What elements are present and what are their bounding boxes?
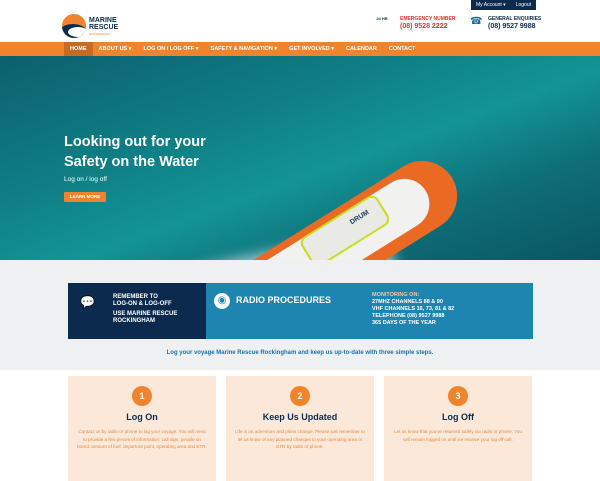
learn-more-button[interactable]: LEARN MORE (64, 192, 106, 202)
emergency-label: EMERGENCY NUMBER (400, 16, 456, 22)
chat-bubbles-icon: 💬 (80, 295, 95, 309)
phone-icon: ☎ (470, 16, 483, 27)
reminder-text-top: REMEMBER TO LOG-ON & LOG-OFF (113, 294, 172, 307)
step-title: Keep Us Updated (262, 412, 338, 422)
main-nav (0, 42, 600, 56)
step-title: Log Off (442, 412, 474, 422)
step-card-log-off (384, 376, 532, 481)
monitoring-info: MONITORING ON: 27MHZ CHANNELS 88 & 90 VHF CHANNELS 16, 73, 81 & 82 TELEPHONE (08) 9527 9988 365 DAYS OF THE YEAR (372, 292, 455, 326)
24hr-icon: 24 HR (376, 16, 388, 21)
emergency-number[interactable] (374, 14, 474, 36)
nav-log-on-off[interactable]: LOG ON / LOG OFF ▾ (143, 46, 199, 52)
step-card-log-on (68, 376, 216, 481)
reminder-text-bottom: USE MARINE RESCUE ROCKINGHAM (113, 311, 178, 324)
step-title: Log On (126, 412, 158, 422)
boat-label: DRUM (348, 209, 371, 227)
my-account-link[interactable]: My Account ▾ (475, 2, 506, 8)
hero-title: Looking out for your Safety on the Water (64, 134, 206, 170)
utility-bar (471, 0, 536, 10)
radio-procedures-title: RADIO PROCEDURES (236, 295, 332, 305)
general-enquiries[interactable] (470, 14, 550, 36)
step-number: 3 (448, 386, 468, 406)
site-header (0, 10, 600, 42)
site-logo[interactable] (62, 14, 122, 40)
step-card-keep-updated (226, 376, 374, 481)
nav-contact[interactable]: CONTACT (388, 46, 416, 52)
emergency-phone[interactable]: (08) 9528 2222 (400, 23, 448, 30)
general-phone[interactable]: (08) 9527 9988 (488, 23, 536, 30)
log-reminder-box (68, 283, 206, 339)
nav-home[interactable]: HOME (64, 42, 93, 56)
radio-procedures-box[interactable] (206, 283, 533, 339)
logout-link[interactable]: Logout (515, 2, 531, 8)
step-description: Life is an adventure and plans change. Please just remember to let us know of any planned changes to your operating area or ETR by radio or phone. (235, 429, 365, 449)
step-number: 2 (290, 386, 310, 406)
logo-text: MARINE RESCUE (89, 17, 119, 31)
logo-wave-icon (62, 14, 86, 38)
nav-calendar[interactable]: CALENDAR (346, 46, 377, 52)
nav-safety-navigation[interactable]: SAFETY & NAVIGATION ▾ (210, 46, 278, 52)
step-number: 1 (132, 386, 152, 406)
nav-about-us[interactable]: ABOUT US ▾ (98, 46, 132, 52)
nav-get-involved[interactable]: GET INVOLVED ▾ (289, 46, 335, 52)
radio-signal-icon: ◉ (214, 293, 230, 309)
hero-subtitle: Log on / log off (64, 176, 107, 183)
step-description: Let us know that you've returned safely via radio or phone. You will remain logged on until we receive your log off call. (394, 429, 522, 442)
hero-banner (0, 56, 600, 260)
general-label: GENERAL ENQUIRIES (488, 16, 542, 22)
step-description: Contact us by radio or phone to log your voyage. You will need to provide a few pieces of information: call sign, people on board, amount of fuel, departure point, operating area and ETR. (77, 429, 207, 449)
logo-subtext: ROCKINGHAM (89, 32, 110, 36)
log-voyage-text: Log your voyage Marine Rescue Rockingham and keep us up-to-date with three simple steps. (166, 350, 434, 356)
